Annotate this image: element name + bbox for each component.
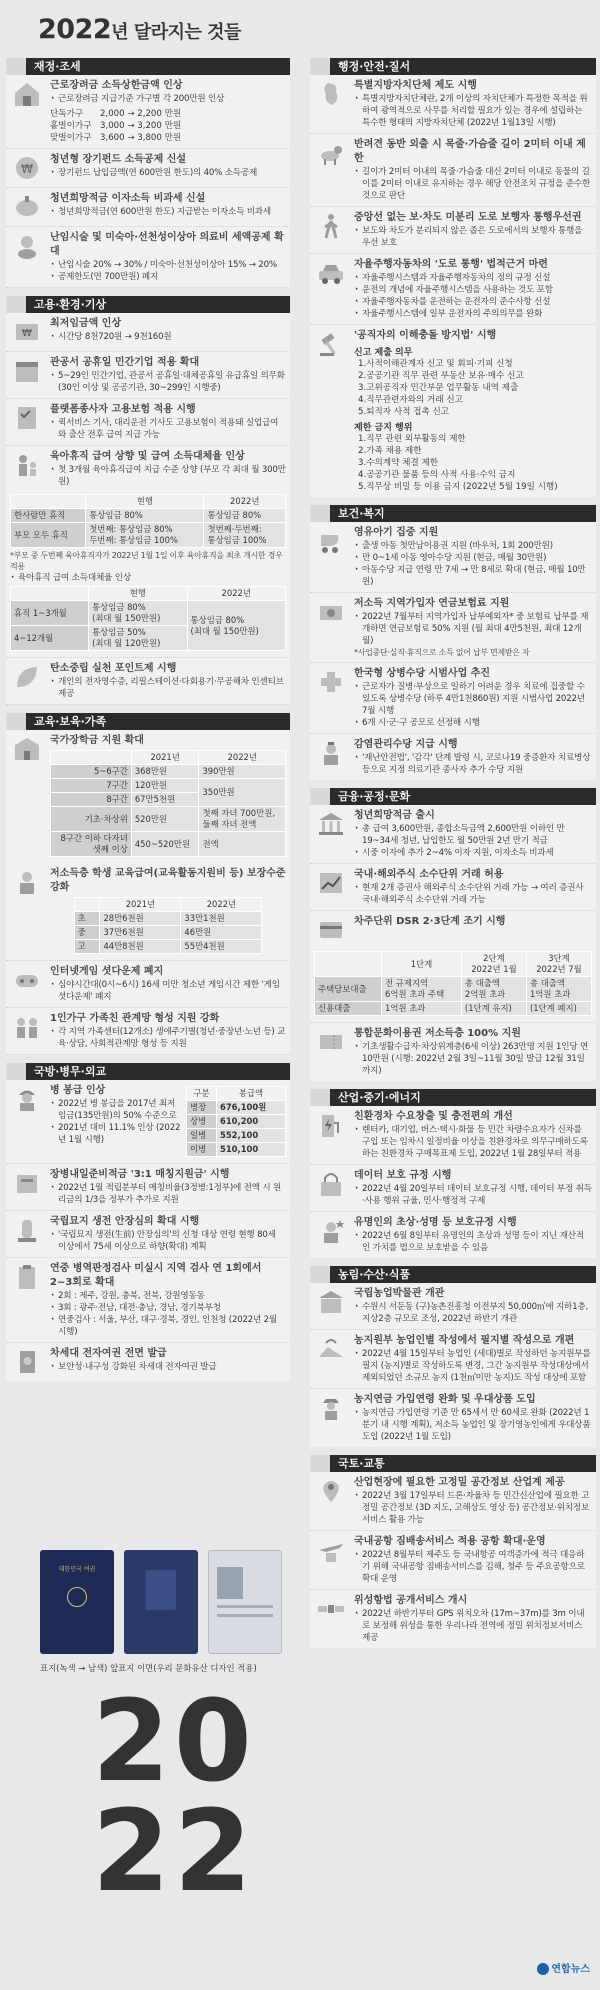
section-defense <box>6 1063 290 1381</box>
list-item: '공직자의 이해충돌 방지법' 시행 신고 제출 의무 1.사적이해관계자 신고 및 회피·기피 신청 2.공공기관 직무 관련 부동산 보유·매수 신고 3.고위공직자 민간부문 업무활동 내역 제출 4.직무관련자와의 거래 신고 5.퇴직자 사적 접촉 신고 제한 금지 행위 1.직무 관련 외부활동의 제한 2.가족 채용 제한 3.수의계약 체결 제한 4.공공기관 물품 등의 사적 사용·수익 금지 5.직무상 비밀 등 이용 금지 (2022년 5월 19일 시행) <box>310 325 596 497</box>
list-item: 농지원부 농업인별 작성에서 필지별 작성으로 개편 · 2022년 4월 15일부터 농업인 (세대)별로 작성하던 농지원부를 필지 (농지)별로 작성하도록 변경, 그간 농지원부 작성대상에서 제외되었던 소규모 농지 (1천㎡미만 농지)도 작성 대상에 포함 <box>310 1330 596 1389</box>
medical-cross-icon <box>314 667 348 697</box>
list-item: 연중 병역판정검사 미실시 지역 검사 연 1회에서 2~3회로 확대 · 2회 : 제주, 강원, 충북, 전북, 강원영동동 · 3회 : 광주·전남, 대전·충남, 경남, 경기북부청 · 연중검사 : 서울, 부산, 대구·경북, 경인, 인천청 (2022년 2월 시행) <box>6 1258 290 1343</box>
stock-chart-icon <box>314 868 348 898</box>
svg-text:₩: ₩ <box>22 328 32 339</box>
list-item: 국내공항 짐배송서비스 적용 공항 확대·운영 · 2022년 8월부터 제주도 등 국내항공 여객증가에 적극 대응하기 위해 국내공항 짐배송서비스를 김해, 청주 등 주요공항으로 확대 운영 <box>310 1531 596 1590</box>
list-item: 저소득 지역가입자 연금보험료 지원 · 2022년 7월부터 지역가입자 납부예외자* 중 보험료 납부를 재개하면 연금보험료 50% 지원 (월 최대 4만5천원, 최대 12개월) *사업중단·실직·휴직으로 소득 없어 납부 면제받은 자 <box>310 593 596 663</box>
game-controller-icon <box>10 965 44 995</box>
section-header: 고용·환경·기상 <box>6 296 290 313</box>
house-icon <box>10 79 44 109</box>
big-year-bottom: 22 <box>92 1787 256 1917</box>
section-agriculture <box>310 1266 596 1447</box>
pedestrian-icon <box>314 211 348 241</box>
list-item: 근로장려금 소득상한금액 인상 · 근로장려금 지급기준 가구별 각 200만원 인상 단독가구 2,000 → 2,200 만원 홑벌이가구 3,000 → 3,200 만원 맞벌이가구 3,600 → 3,800 만원 <box>6 75 290 149</box>
section-industry <box>310 1089 596 1258</box>
section-employment: 고용·환경·기상 ₩ 최저임금액 인상 · 시간당 8천720원 → 9천160원 관공서 공휴일 민간기업 적용 확대 · 5~29인 민간기업, 관공서 공휴일·대체공휴일 유급휴일 의무화(30인 이상 및 공공기관, 30~299인 시행중) 플랫폼종사자 고용보험 적용 시행 · 퀵서비스 기사, 대리운전 기사도 고용보험이 적용돼 실업급여와 출산 전후 급여 지급 가능 육아휴직 급여 상향 및 급여 소득대체율 인상 · 첫 3개월 육아휴직급여 지급 수준 상향 (부모 각 최대 월 300만원) 현행 2022년 한사람만 휴직 통상임금 80% 통상임금 80% 부모 모두 휴직 첫번째: 통상임금 80% 두번째: 통상임금 100% 첫번째·두번째: 통상임금 100% *부모 중 두번째 육아휴직자가 2022년 1월 1일 이후 육아휴직을 최초 개시한 경우 적용 · 육아휴직 급여 소득대체율 인상 현행 2022년 휴직 1~3개월 통상임금 80% (최대 월 150만원) 통상임금 80% (최대 월 150만원) 4~12개월 통상임금 50% (최대 월 120만원) 탄소중립 실천 포인트제 시행 · 개인의 전자영수증, 리필스테이션·다회용기·무공해차 인센티브 제공 <box>6 296 290 705</box>
right-column <box>310 58 596 1656</box>
nurse-icon <box>314 738 348 768</box>
section-tax <box>6 58 290 288</box>
museum-icon <box>314 1287 348 1317</box>
section-administration <box>310 58 596 497</box>
calendar-icon <box>10 356 44 386</box>
parent-child-icon <box>10 450 44 480</box>
list-item: 저소득층 학생 교육급여(교육활동지원비 등) 보장수준 강화 2021년 2022년 초 28만6천원 33만1천원 중 37만6천원 46만원 고 44만8천원 55만4천원 <box>6 863 290 961</box>
checklist-icon <box>10 403 44 433</box>
list-item: 차세대 전자여권 전면 발급 · 보안성·내구성 강화된 차세대 전자여권 발급 <box>6 1343 290 1381</box>
student-icon <box>10 867 44 897</box>
section-header: 재정·조세 <box>6 58 290 75</box>
education-benefit-table: 2021년 2022년 초 28만6천원 33만1천원 중 37만6천원 46만원 고 44만8천원 55만4천원 <box>74 897 263 954</box>
family-icon <box>10 1012 44 1042</box>
new-passport-image <box>124 1550 198 1654</box>
map-pin-icon <box>314 1476 348 1506</box>
big-year-top: 20 <box>92 1677 256 1807</box>
old-passport-image: 대한민국 여권 <box>40 1550 114 1654</box>
piggy-bank-icon <box>10 192 44 222</box>
car-icon <box>314 258 348 288</box>
pension-icon <box>314 597 348 627</box>
list-item: 차주단위 DSR 2·3단계 조기 시행 <box>310 911 596 949</box>
wage-icon <box>10 317 44 347</box>
dog-icon <box>314 138 348 168</box>
dsr-table: 1단계 2단계 2022년 1월 3단계 2022년 7월 주택담보대출 전 규제지역 6억원 초과 주택 총 대출액 2억원 초과 총 대출액 1억원 초과 신용대출 1억원 초과 (1단계 유지) (1단계 폐지) <box>314 951 592 1016</box>
celebrity-icon <box>314 1216 348 1246</box>
section-header: 행정·안전·질서 <box>310 58 596 75</box>
list-item: 산업현장에 필요한 고정밀 공간정보 산업계 제공 · 2022년 3월 17일부터 드론·자율차 등 민간신산업에 필요한 고정밀 공간정보 (3D 지도, 고해상도 영상 등) 공간정보·위치정보서비스 활용 가능 <box>310 1472 596 1531</box>
list-item: ₩ 최저임금액 인상 · 시간당 8천720원 → 9천160원 <box>6 313 290 352</box>
coin-icon <box>10 153 44 183</box>
list-item: 중앙선 없는 보·차도 미분리 도로 보행자 통행우선권 · 보도와 차도가 분리되지 않은 좁은 도로에서의 보행자 통행을 우선 보호 <box>310 207 596 254</box>
list-item: 관공서 공휴일 민간기업 적용 확대 · 5~29인 민간기업, 관공서 공휴일·대체공휴일 유급휴일 의무화(30인 이상 및 공공기관, 30~299인 시행중) <box>6 352 290 399</box>
section-transport <box>310 1455 596 1648</box>
farmland-icon <box>314 1334 348 1364</box>
passport-inner-page-image <box>208 1550 282 1654</box>
list-item: 데이터 보호 규정 시행 · 2022년 4월 20일부터 데이터 보호규정 시행, 데이터 부정 취득·사용 행위 규율, 민사·행정적 구제 <box>310 1165 596 1212</box>
list-item: 친환경차 수요창출 및 충전편의 개선 · 렌터카, 대기업, 버스·택시·화물 등 민간 차량수요자가 신차를 구입 또는 임차시 일정비율 이상을 친환경차로 의무구매하도록 하는 친환경차 구매목표제 도입, 2022년 1월 28일부터 적용 <box>310 1106 596 1165</box>
savings-icon <box>10 1168 44 1198</box>
list-item: 한국형 상병수당 시범사업 추진 · 근로자가 질병·부상으로 일하기 어려운 경우 치료에 집중할 수 있도록 상병수당 (하루 4만1천860원) 지원 시범사업 2022년 7월 시행 · 6개 시·군·구 공모로 선정해 시행 <box>310 663 596 734</box>
bank-icon <box>314 809 348 839</box>
gavel-icon <box>314 329 348 359</box>
list-item: 국립농업박물관 개관 · 수원시 서둔동 (구)농촌진흥청 이전부지 50,000㎡에 지하1층, 지상2층 규모로 조성, 2022년 하반기 개관 <box>310 1283 596 1330</box>
section-education <box>6 713 290 1055</box>
section-finance <box>310 788 596 1081</box>
svg-text:₩: ₩ <box>21 162 33 176</box>
list-item: 장병내일준비적금 '3:1 매칭지원금' 시행 · 2022년 1월 적립분부터 매칭비율(3정병:1정부)에 전액 시 원리금의 1/3을 정부가 추가로 지원 <box>6 1164 290 1211</box>
passport-caption: 표지(녹색 → 남색) 앞표지 이면(우리 문화유산 디자인 적용) <box>40 1663 257 1673</box>
list-item: 감염관리수당 지급 시행 · '재난안전법', '감각' 단계 발령 시, 코로나19 중증환자 치료병상 등으로 지정 의료기관 종사자 추가 수당 지원 <box>310 734 596 780</box>
section-header: 금융·공정·문화 <box>310 788 596 805</box>
ev-charger-icon <box>314 1110 348 1140</box>
list-item: 자율주행자동차의 '도로 통행' 법적근거 마련 · 자율주행시스템과 자율주행자동차의 정의 규정 신설 · 운전의 개념에 자율주행시스템을 사용하는 것도 포함 · 자율주행자동차를 운전하는 운전자의 준수사항 신설 · 자율주행시스템에 일부 운전자의 주의의무를 완화 <box>310 254 596 325</box>
list-item: 육아휴직 급여 상향 및 급여 소득대체율 인상 · 첫 3개월 육아휴직급여 지급 수준 상향 (부모 각 최대 월 300만원) <box>6 446 290 492</box>
list-item: 국가장학금 지원 확대 2021년 2022년 5~6구간 368만원 390만원 7구간 120만원 350만원 8구간 67만5천원 기초·차상위 520만원 첫째 자녀 700만원, 둘째 자녀 전액 8구간 이하 다자녀 셋째 이상 450~520만원 전액 <box>6 730 290 863</box>
list-item: 국립묘지 생전 안장심의 확대 시행 · '국립묘지 생전(生前) 안장심의'의 신청 대상 연령 현행 80세 이상에서 75세 이상으로 하향(확대) 계획 <box>6 1211 290 1258</box>
memorial-icon <box>10 1215 44 1245</box>
baby-stroller-icon <box>314 526 348 556</box>
income-replacement-table: 현행 2022년 휴직 1~3개월 통상임금 80% (최대 월 150만원) 통상임금 80% (최대 월 150만원) 4~12개월 통상임금 50% (최대 월 120만원) <box>10 586 286 651</box>
list-item: 병 봉급 인상 · 2022년 병 봉급을 2017년 최저임금(135만원)의 50% 수준으로 · 2021년 대비 11.1% 인상 (2022년 1월 시행) 구분 봉급액 병장 676,100원 상병 610,200 일병 552,100 이병 510,100 <box>6 1080 290 1164</box>
list-item: 탄소중립 실천 포인트제 시행 · 개인의 전자영수증, 리필스테이션·다회용기·무공해차 인센티브 제공 <box>6 657 290 705</box>
airplane-luggage-icon <box>314 1535 348 1565</box>
yonhap-logo: 연합뉴스 <box>537 1960 590 1975</box>
left-column <box>6 58 290 1389</box>
list-item: 난임시술 및 미숙아·선천성이상아 의료비 세액공제 확대 · 난임시술 20% → 30% / 미숙아·선천성이상아 15% → 20% · 공제한도(연 700만원) 폐지 <box>6 227 290 288</box>
list-item: 반려견 동반 외출 시 목줄·가슴줄 길이 2미터 이내 제한 · 길이가 2미터 이내의 목줄·가슴줄 대신 2미터 이내로 동물의 길이를 2미터 이내로 유지하는 경우 해당 안전조치 규정을 준수한 것으로 판단 <box>310 134 596 207</box>
school-icon <box>10 734 44 764</box>
list-item: 청년희망적금 이자소득 비과세 신설 · 청년희망적금(연 600만원 한도) 지급받는 이자소득 비과세 <box>6 188 290 227</box>
baby-icon <box>10 231 44 261</box>
page-title: 2022년 달라지는 것들 <box>38 14 241 45</box>
list-item: 농지연금 가입연령 완화 및 우대상품 도입 · 농지연금 가입연령 기준 만 65세서 만 60세로 완화 (2022년 1분기 내 시행 계획), 저소득 농업인 및 장기영농인에게 우대상품 도입 (2022년 1월 도입) <box>310 1389 596 1447</box>
section-header: 농림·수산·식품 <box>310 1266 596 1283</box>
soldier-pay-table: 구분 봉급액 병장 676,100원 상병 610,200 일병 552,100 이병 510,100 <box>186 1086 286 1157</box>
list-item: 유명인의 초상·성명 등 보호규정 시행 · 2022년 6월 8일부터 유명인의 초상과 성명 등이 지닌 재산적인 가치를 법으로 보호받을 수 있음 <box>310 1212 596 1258</box>
clipboard-icon <box>10 1262 44 1292</box>
section-header: 산업·중기·에너지 <box>310 1089 596 1106</box>
farmer-icon <box>314 1393 348 1423</box>
list-item: 통합문화이용권 저소득층 100% 지원 · 기초생활수급자·차상위계층(6세 이상) 263만명 지원 1인당 연 10만원 (시행: 2022년 2월 3일~11월 30일 발급 12월 31일까지) <box>310 1022 596 1081</box>
section-header: 보건·복지 <box>310 505 596 522</box>
list-item: 특별지방자치단체 제도 시행 · 특별지방자치단체란, 2개 이상의 자치단체가 특정한 목적을 위하여 광역적으로 사무를 처리할 필요가 있는 경우에 설립하는 특수한 형태의 지방자치단체 (2022년 1월13일 시행) <box>310 75 596 134</box>
soldier-icon <box>10 1084 44 1114</box>
list-item: 영유아기 집중 지원 · 출생 아동 첫만남이용권 지원 (바우처, 1회 200만원) · 만 0~1세 아동 영아수당 지원 (현금, 매월 30만원) · 아동수당 지급 연령 만 7세 → 만 8세로 확대 (현금, 매월 10만원) <box>310 522 596 593</box>
parental-leave-table: 현행 2022년 한사람만 휴직 통상임금 80% 통상임금 80% 부모 모두 휴직 첫번째: 통상임금 80% 두번째: 통상임금 100% 첫번째·두번째: 통상임금 100% <box>10 494 286 548</box>
map-korea-icon <box>314 79 348 109</box>
ticket-icon <box>314 1027 348 1057</box>
list-item: 위성항법 공개서비스 개시 · 2022년 하반기부터 GPS 위치오차 (17m~37m)를 3m 이내로 보정해 위성을 통한 우리나라 전역에 정밀 위치정보서비스 제공 <box>310 1590 596 1648</box>
list-item: 국내·해외주식 소수단위 거래 허용 · 현재 2개 증권사 해외주식 소수단위 거래 가능 → 여러 증권사 국내·해외주식 소수단위 거래 가능 <box>310 864 596 911</box>
data-lock-icon <box>314 1169 348 1199</box>
list-item: ₩ 청년형 장기펀드 소득공제 신설 · 장기펀드 납입금액(연 600만원 한도)의 40% 소득공제 <box>6 149 290 188</box>
list-item: 플랫폼종사자 고용보험 적용 시행 · 퀵서비스 기사, 대리운전 기사도 고용보험이 적용돼 실업급여와 출산 전후 급여 지급 가능 <box>6 399 290 446</box>
list-item: 1인가구 가족친 관계망 형성 지원 강화 · 각 지역 가족센터(12개소) 생애주기별(청년·중장년·노년 등) 교육·상담, 사회적관계망 형성 등 지원 <box>6 1008 290 1055</box>
passport-icon <box>10 1347 44 1377</box>
section-header: 국토·교통 <box>310 1455 596 1472</box>
leaf-icon <box>10 662 44 692</box>
list-item: 인터넷게임 셧다운제 폐지 · 심야시간대(0시~6시) 16세 미만 청소년 게임시간 제한 '게임 셧다운제' 폐지 <box>6 961 290 1008</box>
loan-icon <box>314 915 348 945</box>
satellite-icon <box>314 1594 348 1624</box>
section-header: 국방·병무·외교 <box>6 1063 290 1080</box>
section-header: 교육·보육·가족 <box>6 713 290 730</box>
section-health <box>310 505 596 780</box>
scholarship-table: 2021년 2022년 5~6구간 368만원 390만원 7구간 120만원 350만원 8구간 67만5천원 기초·차상위 520만원 첫째 자녀 700만원, 둘째 자녀 전액 8구간 이하 다자녀 셋째 이상 450~520만원 전액 <box>50 750 286 857</box>
list-item: 청년희망적금 출시 · 총 급여 3,600만원, 종합소득금액 2,600만원 이하인 만 19~34세 청년, 납입한도 월 50만원 2년 만기 적금 · 시중 이자에 추가 2~4% 이자 지원, 이자소득 비과세 <box>310 805 596 864</box>
